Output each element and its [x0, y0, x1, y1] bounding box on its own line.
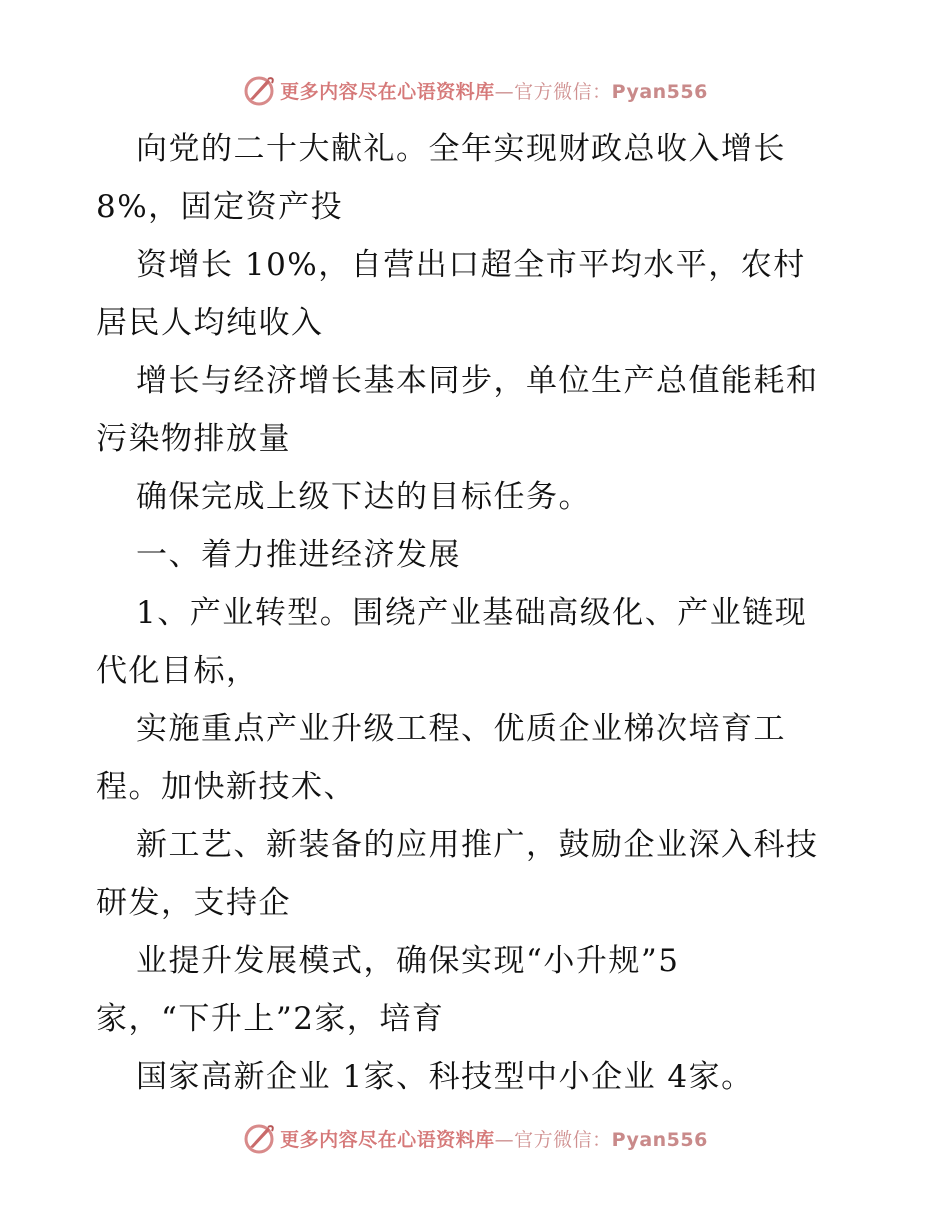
text-line: 居民人均纯收入 [96, 305, 324, 341]
text-line: 程。加快新技术、 [96, 769, 356, 805]
watermark-text [280, 1125, 708, 1152]
site-name: 更多内容尽在心语资料库 [280, 80, 495, 103]
text-line: 一、着力推进经济发展 [136, 537, 461, 573]
text-line: 污染物排放量 [96, 421, 291, 457]
text-line: 新工艺、新装备的应用推广，鼓励企业深入科技 [136, 827, 819, 863]
watermark-text [280, 77, 708, 104]
quill-logo-icon [242, 1121, 276, 1155]
site-name: 更多内容尽在心语资料库 [280, 1128, 495, 1151]
text-line: 业提升发展模式，确保实现“小升规”5 [136, 943, 680, 979]
contact-id: Pyan556 [611, 80, 708, 103]
header-watermark-banner [0, 70, 950, 110]
document-body [96, 120, 886, 1106]
contact-label: 官方微信： [514, 1128, 612, 1151]
separator: — [494, 80, 515, 103]
text-line: 8%，固定资产投 [96, 189, 344, 225]
text-line: 家，“下升上”2家，培育 [96, 1001, 445, 1037]
text-line: 确保完成上级下达的目标任务。 [136, 479, 591, 515]
separator: — [494, 1128, 515, 1151]
text-line: 向党的二十大献礼。全年实现财政总收入增长 [136, 131, 786, 167]
quill-logo-icon [242, 73, 276, 107]
contact-label: 官方微信： [514, 80, 612, 103]
footer-watermark-banner [0, 1118, 950, 1158]
contact-id: Pyan556 [611, 1128, 708, 1151]
text-line: 资增长 10%，自营出口超全市平均水平，农村 [136, 247, 806, 283]
text-line: 研发，支持企 [96, 885, 291, 921]
text-line: 增长与经济增长基本同步，单位生产总值能耗和 [136, 363, 819, 399]
text-line: 国家高新企业 1家、科技型中小企业 4家。 [136, 1059, 754, 1095]
text-line: 1、产业转型。围绕产业基础高级化、产业链现 [136, 595, 808, 631]
text-line: 代化目标， [96, 653, 259, 689]
text-line: 实施重点产业升级工程、优质企业梯次培育工 [136, 711, 786, 747]
